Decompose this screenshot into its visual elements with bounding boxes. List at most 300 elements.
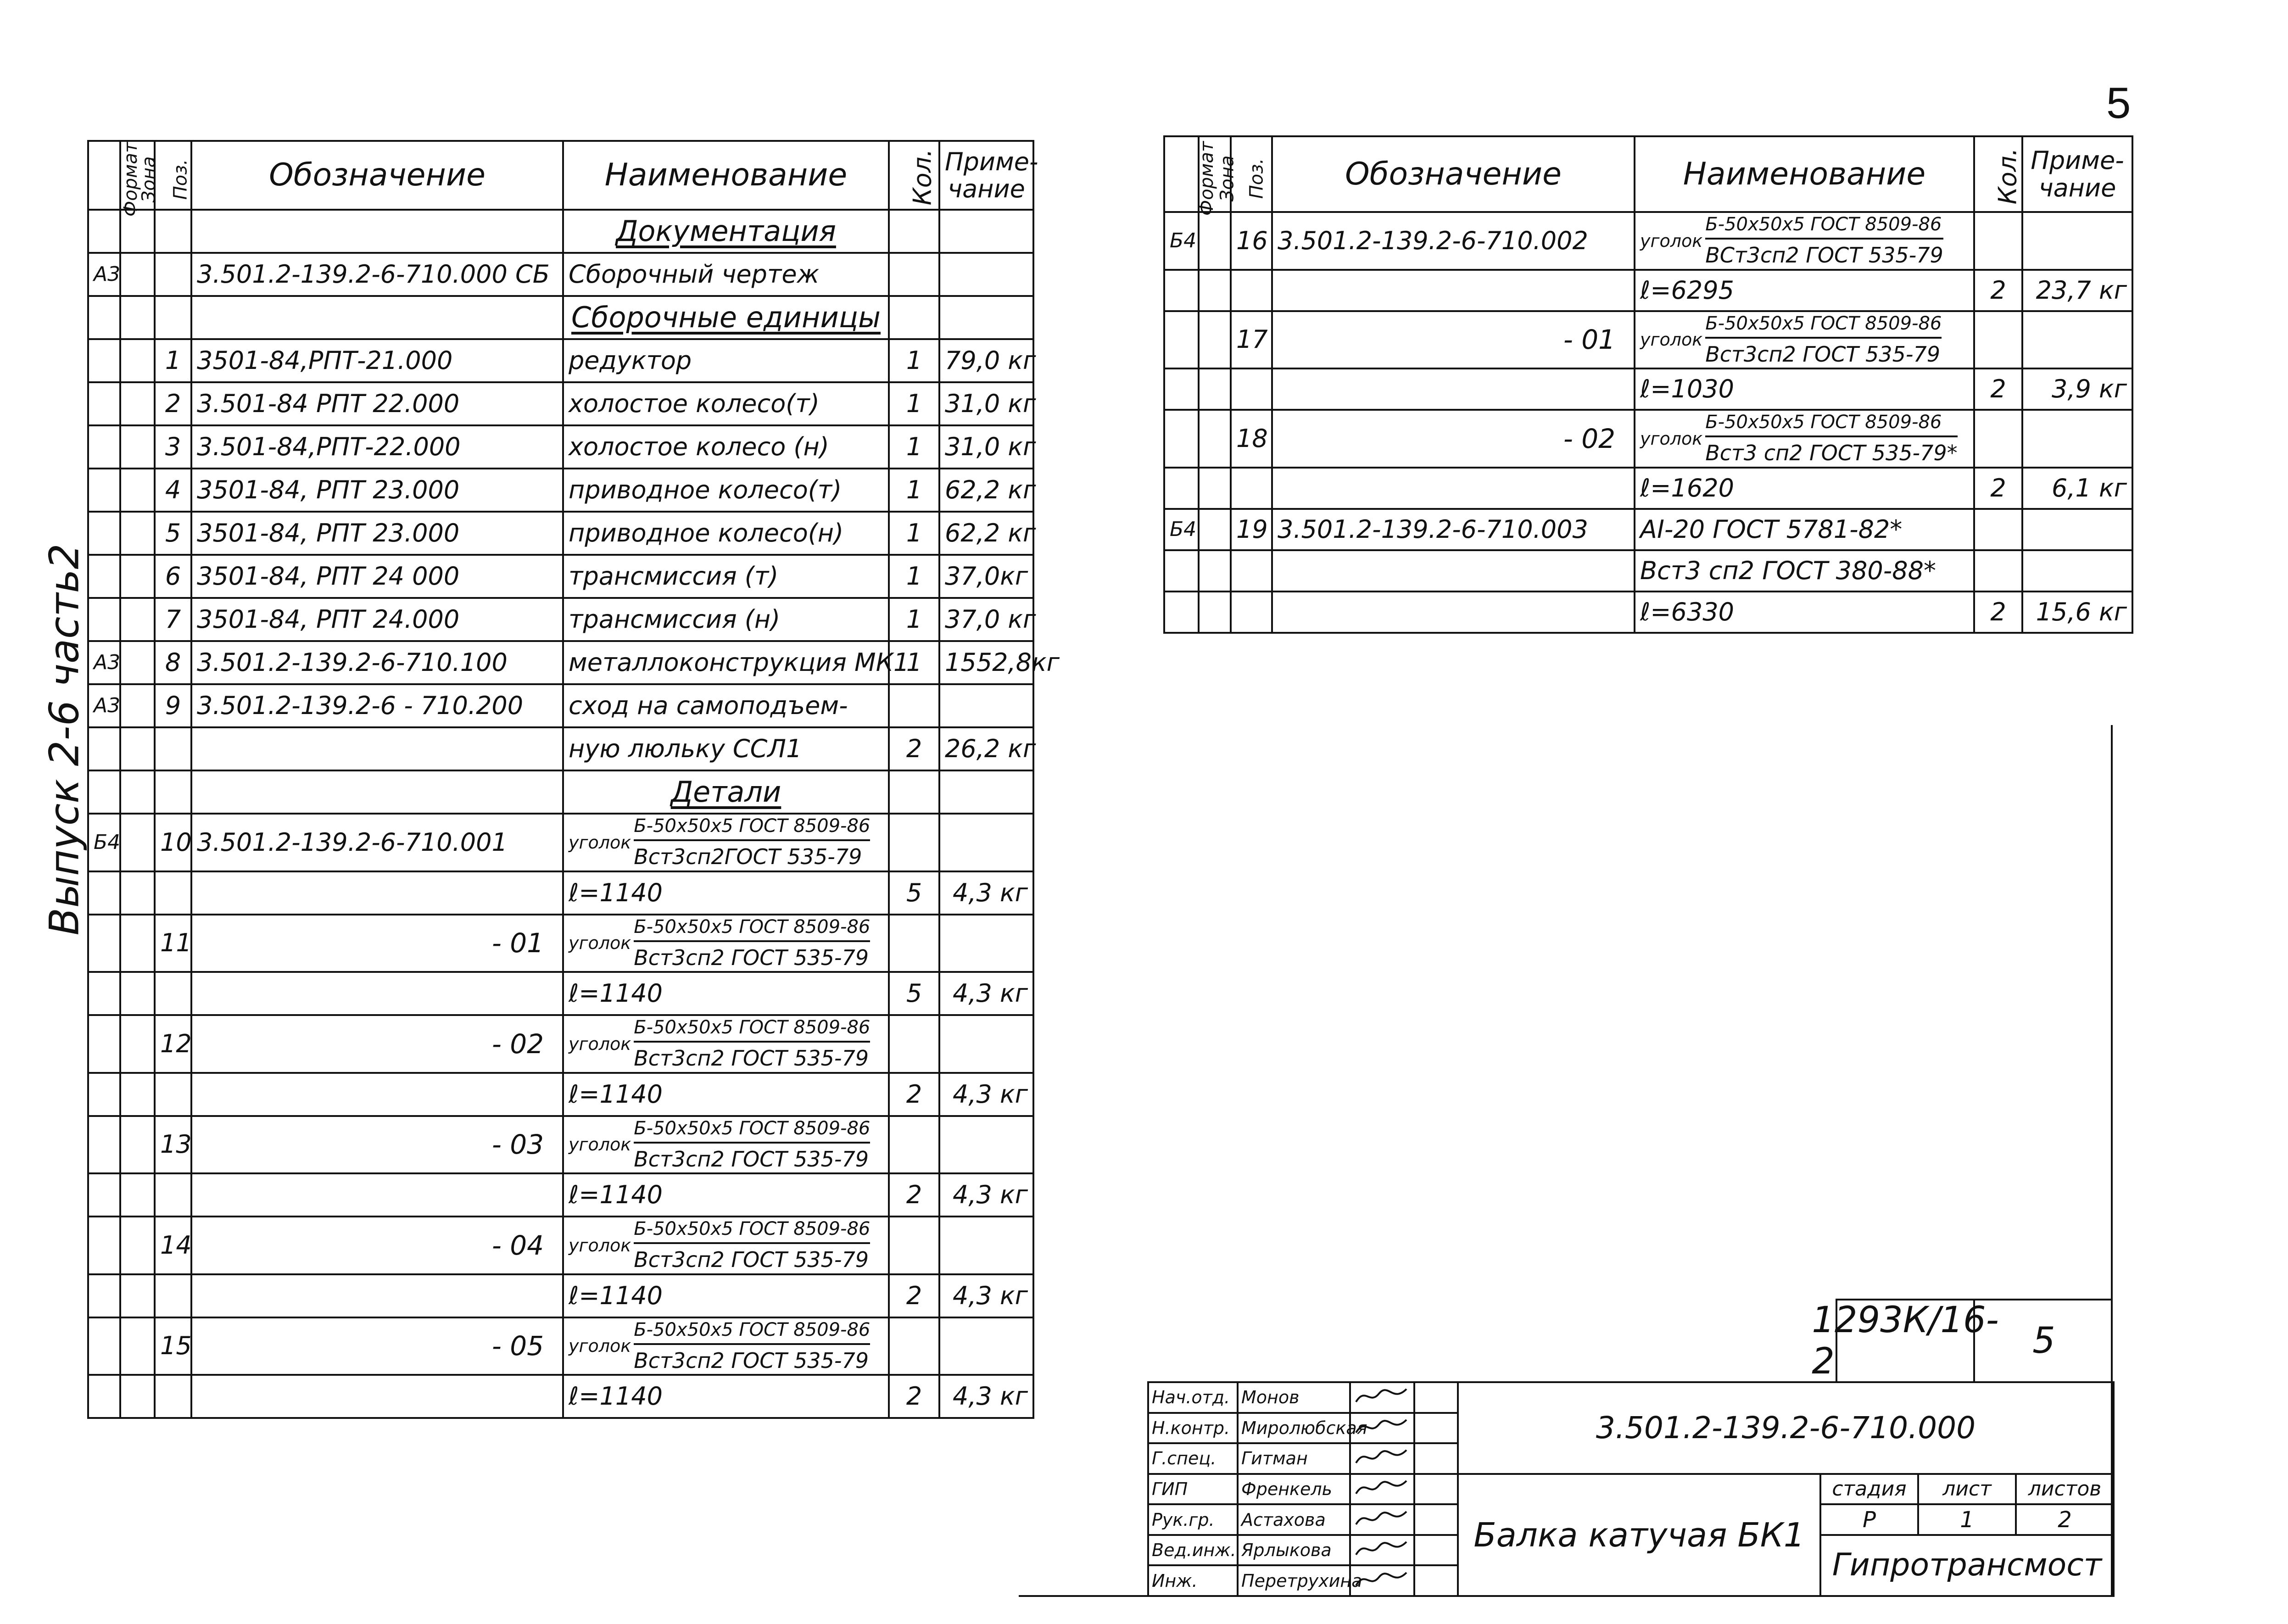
organization: Гипротрансмост (1820, 1535, 2114, 1596)
name-cell (1635, 311, 1974, 369)
table-row (88, 814, 1033, 871)
date-cell (1414, 1413, 1458, 1444)
header-name: Наименование (1635, 136, 1974, 212)
zone-cell (120, 1274, 155, 1317)
position-cell: 10 (155, 814, 191, 871)
quantity-cell: 1 (889, 339, 939, 382)
material-standard: Вст3сп2 ГОСТ 535-79 (1705, 341, 1940, 367)
format-cell (88, 1274, 120, 1317)
signature-row (1148, 1474, 2114, 1505)
name-cell (563, 1073, 889, 1116)
name-text: трансмиссия (н) (569, 605, 781, 634)
designation-cell: 3.501.2-139.2-6-710.002 (1272, 212, 1635, 270)
sheet-value: 1 (1918, 1504, 2016, 1535)
format-cell (1164, 592, 1199, 633)
note-cell: 62,2 кг (939, 469, 1033, 512)
name-text: металлоконструкция МК1 (569, 648, 910, 677)
position-cell: 4 (155, 469, 191, 512)
position-cell (155, 210, 191, 253)
header-format: Формат (88, 141, 120, 210)
designation-cell (191, 1274, 563, 1317)
zone-cell (120, 598, 155, 641)
signature-mark (1350, 1474, 1414, 1505)
designation-cell: - 03 (191, 1116, 563, 1174)
format-cell: А3 (88, 253, 120, 296)
zone-cell (120, 512, 155, 555)
table-row (88, 1375, 1033, 1418)
signature-name: Монов (1238, 1382, 1350, 1413)
quantity-cell: 1 (889, 512, 939, 555)
signature-mark (1350, 1565, 1414, 1596)
right-spec-table (1163, 135, 2133, 634)
designation-cell: 3.501.2-139.2-6-710.100 (191, 641, 563, 684)
format-cell (88, 1217, 120, 1274)
format-cell (88, 512, 120, 555)
name-cell (563, 382, 889, 425)
name-cell (1635, 592, 1974, 633)
quantity-cell: 1 (889, 598, 939, 641)
zone-cell (120, 425, 155, 469)
header-format: Формат (1164, 136, 1199, 212)
name-cell (1635, 468, 1974, 509)
designation-cell (1272, 270, 1635, 311)
note-cell (939, 770, 1033, 814)
document-code: 3.501.2-139.2-6-710.000 (1458, 1382, 2114, 1474)
zone-cell (1199, 368, 1231, 410)
note-cell (939, 1015, 1033, 1073)
table-row (88, 1217, 1033, 1274)
quantity-cell (889, 770, 939, 814)
quantity-cell: 2 (1974, 468, 2022, 509)
table-row (1164, 270, 2132, 311)
material-standard: Вст3сп2 ГОСТ 535-79 (634, 1247, 869, 1272)
name-cell (1635, 410, 1974, 468)
designation-cell (191, 972, 563, 1015)
signature-role: Н.контр. (1148, 1413, 1238, 1444)
note-cell (939, 1217, 1033, 1274)
format-cell (88, 382, 120, 425)
position-cell (155, 871, 191, 915)
note-cell: 26,2 кг (939, 727, 1033, 770)
format-cell (88, 1317, 120, 1375)
format-cell (88, 915, 120, 972)
name-text: ℓ=1140 (569, 1079, 663, 1109)
quantity-cell: 2 (1974, 270, 2022, 311)
quantity-cell: 2 (889, 1274, 939, 1317)
position-cell: 3 (155, 425, 191, 469)
designation-cell: 3.501-84,РПТ-22.000 (191, 425, 563, 469)
material-standard: Вст3сп2 ГОСТ 535-79 (634, 945, 869, 970)
name-cell (1635, 550, 1974, 592)
name-text: Вст3 сп2 ГОСТ 380-88* (1640, 556, 1936, 585)
handwritten-signature (1354, 1384, 1409, 1407)
zone-cell (120, 555, 155, 598)
zone-cell (1199, 592, 1231, 633)
zone-cell (1199, 270, 1231, 311)
designation-cell (1272, 550, 1635, 592)
signature-name: Френкель (1238, 1474, 1350, 1505)
left-spec-table (87, 140, 1060, 1419)
position-cell: 2 (155, 382, 191, 425)
name-cell (1635, 270, 1974, 311)
archive-number-box (1812, 1299, 2111, 1382)
format-cell (88, 555, 120, 598)
signature-role: Вед.инж. (1148, 1535, 1238, 1566)
table-row (88, 727, 1033, 770)
quantity-cell (1974, 410, 2022, 468)
position-cell: 14 (155, 1217, 191, 1274)
date-cell (1414, 1382, 1458, 1413)
quantity-cell: 2 (1974, 368, 2022, 410)
quantity-cell: 2 (889, 727, 939, 770)
handwritten-signature (1354, 1476, 1409, 1499)
table-row (1164, 212, 2132, 270)
table-row (88, 425, 1033, 469)
format-cell (88, 1073, 120, 1116)
handwritten-signature (1354, 1445, 1409, 1468)
table-row (88, 253, 1033, 296)
quantity-cell (1974, 550, 2022, 592)
profile-label: уголок (569, 832, 631, 853)
position-cell: 5 (155, 512, 191, 555)
note-cell (2022, 311, 2132, 369)
signature-name: Астахова (1238, 1504, 1350, 1535)
designation-cell (191, 296, 563, 339)
name-cell (563, 1116, 889, 1174)
designation-cell: 3.501-84 РПТ 22.000 (191, 382, 563, 425)
quantity-cell (889, 684, 939, 727)
designation-cell: 3.501.2-139.2-6-710.001 (191, 814, 563, 871)
designation-cell (191, 1173, 563, 1217)
zone-cell (120, 684, 155, 727)
position-cell: 8 (155, 641, 191, 684)
format-cell (88, 210, 120, 253)
note-cell: 4,3 кг (939, 1274, 1033, 1317)
profile-fraction (569, 1016, 870, 1072)
signature-row (1148, 1382, 2114, 1413)
zone-cell (120, 1173, 155, 1217)
signature-role: Г.спец. (1148, 1443, 1238, 1474)
name-cell (563, 339, 889, 382)
quantity-cell: 1 (889, 382, 939, 425)
name-text: ℓ=1140 (569, 1180, 663, 1209)
position-cell (155, 296, 191, 339)
note-cell: 3,9 кг (2022, 368, 2132, 410)
position-cell (1231, 368, 1272, 410)
format-cell: Б4 (1164, 509, 1199, 550)
note-cell (939, 296, 1033, 339)
stage-value: Р (1820, 1504, 1918, 1535)
table-row (88, 469, 1033, 512)
format-cell (88, 871, 120, 915)
zone-cell (1199, 410, 1231, 468)
sheet-label: лист (1918, 1474, 2016, 1505)
position-cell: 18 (1231, 410, 1272, 468)
designation-cell: 3501-84, РПТ 23.000 (191, 469, 563, 512)
name-cell (563, 727, 889, 770)
note-cell: 62,2 кг (939, 512, 1033, 555)
name-text: AI-20 ГОСТ 5781-82* (1640, 514, 1903, 544)
profile-standard: Б-50х50х5 ГОСТ 8509-86 (634, 1016, 870, 1043)
format-cell (88, 1375, 120, 1418)
material-standard: Вст3 сп2 ГОСТ 535-79* (1705, 441, 1958, 465)
format-cell (1164, 368, 1199, 410)
zone-cell (120, 253, 155, 296)
header-name: Наименование (563, 141, 889, 210)
note-cell: 1552,8кг (939, 641, 1033, 684)
archive-number: 1293К/16-2 (1812, 1300, 1999, 1382)
name-cell (563, 1317, 889, 1375)
material-standard: Вст3сп2ГОСТ 535-79 (634, 844, 862, 869)
table-row (1164, 509, 2132, 550)
name-text: холостое колесо (н) (569, 432, 829, 461)
designation-cell: - 01 (191, 915, 563, 972)
date-cell (1414, 1535, 1458, 1566)
zone-cell (1199, 311, 1231, 369)
table-row (88, 684, 1033, 727)
name-text: ℓ=6295 (1640, 275, 1734, 305)
profile-label: уголок (569, 1033, 631, 1054)
note-cell: 4,3 кг (939, 1173, 1033, 1217)
header-zone: Зона (120, 141, 155, 210)
position-cell: 17 (1231, 311, 1272, 369)
profile-fraction (1640, 411, 1958, 467)
position-cell: 11 (155, 915, 191, 972)
zone-cell (120, 339, 155, 382)
note-cell (2022, 550, 2132, 592)
designation-cell: 3501-84,РПТ-21.000 (191, 339, 563, 382)
note-cell: 4,3 кг (939, 1073, 1033, 1116)
table-row (88, 555, 1033, 598)
page-number: 5 (2106, 78, 2131, 128)
quantity-cell (889, 296, 939, 339)
section-heading-text: Документация (616, 214, 836, 248)
profile-label: уголок (569, 933, 631, 954)
position-cell: 1 (155, 339, 191, 382)
position-cell: 13 (155, 1116, 191, 1174)
date-cell (1414, 1474, 1458, 1505)
quantity-cell (889, 1217, 939, 1274)
profile-label: уголок (569, 1336, 631, 1356)
table-row (1164, 550, 2132, 592)
header-designation: Обозначение (191, 141, 563, 210)
zone-cell (1199, 212, 1231, 270)
zone-cell (120, 1073, 155, 1116)
handwritten-signature (1354, 1568, 1409, 1591)
name-cell (563, 1274, 889, 1317)
designation-cell: 3501-84, РПТ 24.000 (191, 598, 563, 641)
note-cell (939, 253, 1033, 296)
position-cell (155, 727, 191, 770)
zone-cell (120, 469, 155, 512)
table-row (88, 598, 1033, 641)
profile-fraction (569, 1117, 870, 1173)
drawing-title: Балка катучая БК1 (1458, 1474, 1820, 1596)
designation-cell: 3.501.2-139.2-6-710.000 СБ (191, 253, 563, 296)
quantity-cell (889, 1317, 939, 1375)
format-cell (88, 339, 120, 382)
format-cell (88, 1173, 120, 1217)
position-cell (1231, 550, 1272, 592)
format-cell (1164, 270, 1199, 311)
quantity-cell (889, 210, 939, 253)
signature-role: Нач.отд. (1148, 1382, 1238, 1413)
designation-cell (1272, 368, 1635, 410)
profile-fraction (569, 915, 870, 971)
name-cell (1635, 509, 1974, 550)
quantity-cell: 1 (889, 425, 939, 469)
section-heading-text: Детали (670, 775, 781, 809)
name-text: ℓ=1140 (569, 1382, 663, 1411)
quantity-cell (889, 915, 939, 972)
title-block (1147, 1381, 2115, 1597)
table-row (1164, 592, 2132, 633)
name-cell (1635, 368, 1974, 410)
designation-cell (1272, 592, 1635, 633)
table-row (1164, 311, 2132, 369)
name-text: ную люльку ССЛ1 (569, 734, 802, 763)
signature-role: ГИП (1148, 1474, 1238, 1505)
signature-mark (1350, 1413, 1414, 1444)
stage-label: стадия (1820, 1474, 1918, 1505)
profile-standard: Б-50х50х5 ГОСТ 8509-86 (634, 1217, 870, 1244)
quantity-cell: 2 (1974, 592, 2022, 633)
designation-cell: 3.501.2-139.2-6-710.003 (1272, 509, 1635, 550)
format-cell (1164, 311, 1199, 369)
quantity-cell: 1 (889, 641, 939, 684)
designation-cell (1272, 468, 1635, 509)
signature-name: Перетрухина (1238, 1565, 1350, 1596)
zone-cell (120, 1217, 155, 1274)
designation-cell: - 02 (191, 1015, 563, 1073)
position-cell (155, 1073, 191, 1116)
signature-mark (1350, 1382, 1414, 1413)
format-cell (88, 1015, 120, 1073)
designation-cell: 3501-84, РПТ 24 000 (191, 555, 563, 598)
format-cell (88, 425, 120, 469)
section-heading (563, 770, 889, 814)
signature-mark (1350, 1443, 1414, 1474)
table-row (88, 1173, 1033, 1217)
designation-cell (191, 871, 563, 915)
signature-name: Гитман (1238, 1443, 1350, 1474)
note-cell: 15,6 кг (2022, 592, 2132, 633)
position-cell: 16 (1231, 212, 1272, 270)
name-text: приводное колесо(т) (569, 475, 842, 504)
sheets-label: листов (2016, 1474, 2114, 1505)
right-header-row (1164, 136, 2132, 212)
zone-cell (120, 382, 155, 425)
table-row (88, 1116, 1033, 1174)
zone-cell (1199, 468, 1231, 509)
zone-cell (120, 727, 155, 770)
note-cell (2022, 410, 2132, 468)
format-cell: Б4 (88, 814, 120, 871)
table-row (88, 382, 1033, 425)
profile-fraction (569, 1318, 870, 1374)
profile-fraction (569, 815, 870, 871)
profile-fraction (1640, 312, 1942, 368)
name-cell (563, 1217, 889, 1274)
table-row (1164, 368, 2132, 410)
zone-cell (120, 1015, 155, 1073)
table-row (88, 871, 1033, 915)
name-text: ℓ=1030 (1640, 374, 1734, 403)
note-cell (2022, 212, 2132, 270)
zone-cell (120, 296, 155, 339)
note-cell (939, 1116, 1033, 1174)
handwritten-signature (1354, 1537, 1409, 1560)
quantity-cell (889, 814, 939, 871)
signature-name: Ярлыкова (1238, 1535, 1350, 1566)
zone-cell (120, 871, 155, 915)
handwritten-signature (1354, 1415, 1409, 1438)
table-row (88, 1317, 1033, 1375)
header-note: Приме- чание (2022, 136, 2132, 212)
profile-label: уголок (1640, 230, 1703, 251)
position-cell: 9 (155, 684, 191, 727)
table-row (1164, 468, 2132, 509)
position-cell: 6 (155, 555, 191, 598)
archive-sheet-number: 5 (2032, 1320, 2055, 1362)
zone-cell (120, 1317, 155, 1375)
date-cell (1414, 1504, 1458, 1535)
quantity-cell: 2 (889, 1375, 939, 1418)
note-cell (939, 915, 1033, 972)
header-qty: Кол. (889, 141, 939, 210)
profile-fraction (1640, 213, 1943, 269)
quantity-cell: 1 (889, 555, 939, 598)
material-standard: ВСт3сп2 ГОСТ 535-79 (1705, 243, 1943, 268)
table-row (88, 339, 1033, 382)
position-cell: 7 (155, 598, 191, 641)
position-cell (1231, 468, 1272, 509)
designation-cell (191, 1375, 563, 1418)
table-row (1164, 410, 2132, 468)
name-text: ℓ=1140 (569, 878, 663, 907)
name-cell (563, 641, 910, 684)
quantity-cell (889, 1116, 939, 1174)
format-cell (88, 598, 120, 641)
header-note: Приме- чание (939, 141, 1033, 210)
signature-mark (1350, 1504, 1414, 1535)
quantity-cell (1974, 212, 2022, 270)
quantity-cell (1974, 509, 2022, 550)
position-cell: 12 (155, 1015, 191, 1073)
note-cell: 37,0 кг (939, 598, 1033, 641)
left-header-row (88, 141, 1033, 210)
signature-name: Миролюбская (1238, 1413, 1350, 1444)
name-text: Сборочный чертеж (569, 260, 820, 289)
sheets-value: 2 (2016, 1504, 2114, 1535)
zone-cell (120, 641, 155, 684)
signature-role: Рук.гр. (1148, 1504, 1238, 1535)
material-standard: Вст3сп2 ГОСТ 535-79 (634, 1146, 869, 1172)
table-row (88, 1274, 1033, 1317)
header-designation: Обозначение (1272, 136, 1635, 212)
position-cell (1231, 592, 1272, 633)
designation-cell: - 04 (191, 1217, 563, 1274)
zone-cell (1199, 550, 1231, 592)
header-pos: Поз. (155, 141, 191, 210)
header-qty: Кол. (1974, 136, 2022, 212)
profile-standard: Б-50х50х5 ГОСТ 8509-86 (634, 1318, 870, 1345)
name-cell (563, 555, 889, 598)
zone-cell (120, 1375, 155, 1418)
zone-cell (120, 1116, 155, 1174)
format-cell (1164, 550, 1199, 592)
format-cell (88, 727, 120, 770)
